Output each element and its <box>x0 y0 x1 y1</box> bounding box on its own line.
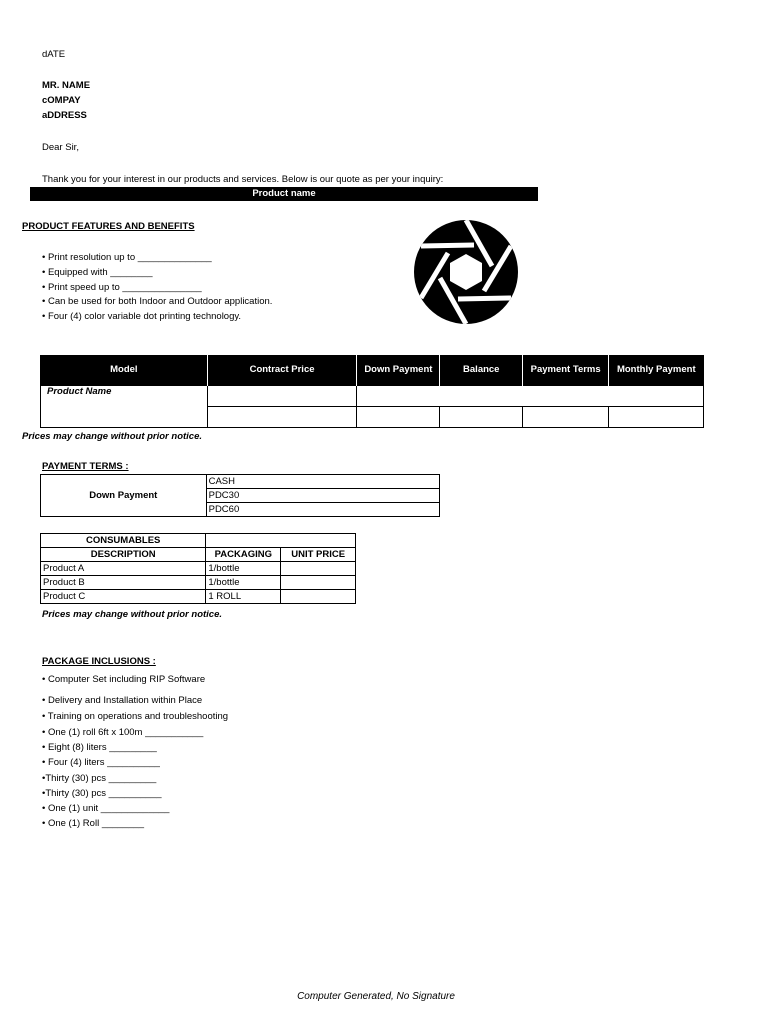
contract-price-cell-2 <box>207 407 357 428</box>
consumables-notice: Prices may change without prior notice. <box>42 609 223 620</box>
date-text: dATE <box>42 49 66 60</box>
header-unit-price: UNIT PRICE <box>281 548 356 562</box>
unit-price-cell <box>281 590 356 604</box>
description-cell: Product A <box>41 562 206 576</box>
header-payment-terms: Payment Terms <box>523 355 609 386</box>
balance-cell <box>440 407 523 428</box>
unit-price-cell <box>281 576 356 590</box>
description-cell: Product C <box>41 590 206 604</box>
consumables-title: CONSUMABLES <box>41 534 206 548</box>
feature-item: • Can be used for both Indoor and Outdoor application. <box>42 296 273 308</box>
aperture-icon <box>412 216 520 328</box>
recipient-company: cOMPAY <box>42 95 81 106</box>
inclusions-heading: PACKAGE INCLUSIONS : <box>42 656 156 667</box>
inclusion-item: • Delivery and Installation within Place <box>42 695 203 706</box>
feature-item: • Four (4) color variable dot printing technology. <box>42 311 242 323</box>
down-payment-label: Down Payment <box>41 475 207 517</box>
payment-terms-cell <box>523 407 609 428</box>
payment-option: PDC30 <box>206 489 439 503</box>
description-cell: Product B <box>41 576 206 590</box>
payment-option: CASH <box>206 475 439 489</box>
feature-item: • Print resolution up to ______________ <box>42 252 212 263</box>
inclusion-item: • One (1) Roll ________ <box>42 818 145 829</box>
table-row <box>41 562 356 576</box>
inclusion-item: •Thirty (30) pcs __________ <box>42 788 162 799</box>
features-list <box>42 251 272 325</box>
header-balance: Balance <box>440 355 523 386</box>
recipient-name: MR. NAME <box>42 80 91 91</box>
price-notice: Prices may change without prior notice. <box>22 431 203 442</box>
contract-price-cell <box>207 386 357 407</box>
header-down-payment: Down Payment <box>357 355 440 386</box>
inclusion-item: • Computer Set including RIP Software <box>42 674 206 685</box>
model-price-table <box>40 355 704 428</box>
header-contract-price: Contract Price <box>207 355 357 386</box>
intro-text: Thank you for your interest in our products and services. Below is our quote as per your inquiry: <box>42 174 444 185</box>
table-row <box>41 590 356 604</box>
header-packaging: PACKAGING <box>206 548 281 562</box>
product-name-bar: Product name <box>30 187 538 201</box>
inclusion-item: • Training on operations and troubleshooting <box>42 711 229 722</box>
salutation: Dear Sir, <box>42 142 79 153</box>
feature-item: • Equipped with ________ <box>42 266 153 278</box>
inclusion-item: • One (1) roll 6ft x 100m ___________ <box>42 727 204 738</box>
header-description: DESCRIPTION <box>41 548 206 562</box>
feature-item: • Print speed up to _______________ <box>42 281 202 293</box>
packaging-cell: 1/bottle <box>206 562 281 576</box>
merged-cell <box>357 386 704 407</box>
inclusion-item: • One (1) unit _____________ <box>42 803 170 814</box>
recipient-address: aDDRESS <box>42 110 87 121</box>
payment-terms-table <box>40 474 440 517</box>
consumables-table <box>40 533 356 604</box>
table-row <box>41 576 356 590</box>
signature-note: Computer Generated, No Signature <box>297 991 455 1002</box>
features-heading: PRODUCT FEATURES AND BENEFITS <box>22 221 195 232</box>
payment-terms-heading: PAYMENT TERMS : <box>42 461 129 472</box>
consumables-title-blank <box>206 534 356 548</box>
header-model: Model <box>41 355 208 386</box>
payment-option: PDC60 <box>206 503 439 517</box>
inclusion-item: • Eight (8) liters _________ <box>42 742 157 753</box>
packaging-cell: 1/bottle <box>206 576 281 590</box>
down-payment-cell <box>357 407 440 428</box>
monthly-payment-cell <box>609 407 704 428</box>
product-name-cell: Product Name <box>41 386 208 428</box>
header-monthly-payment: Monthly Payment <box>609 355 704 386</box>
inclusion-item: •Thirty (30) pcs _________ <box>42 773 157 784</box>
unit-price-cell <box>281 562 356 576</box>
inclusion-item: • Four (4) liters __________ <box>42 757 160 768</box>
packaging-cell: 1 ROLL <box>206 590 281 604</box>
